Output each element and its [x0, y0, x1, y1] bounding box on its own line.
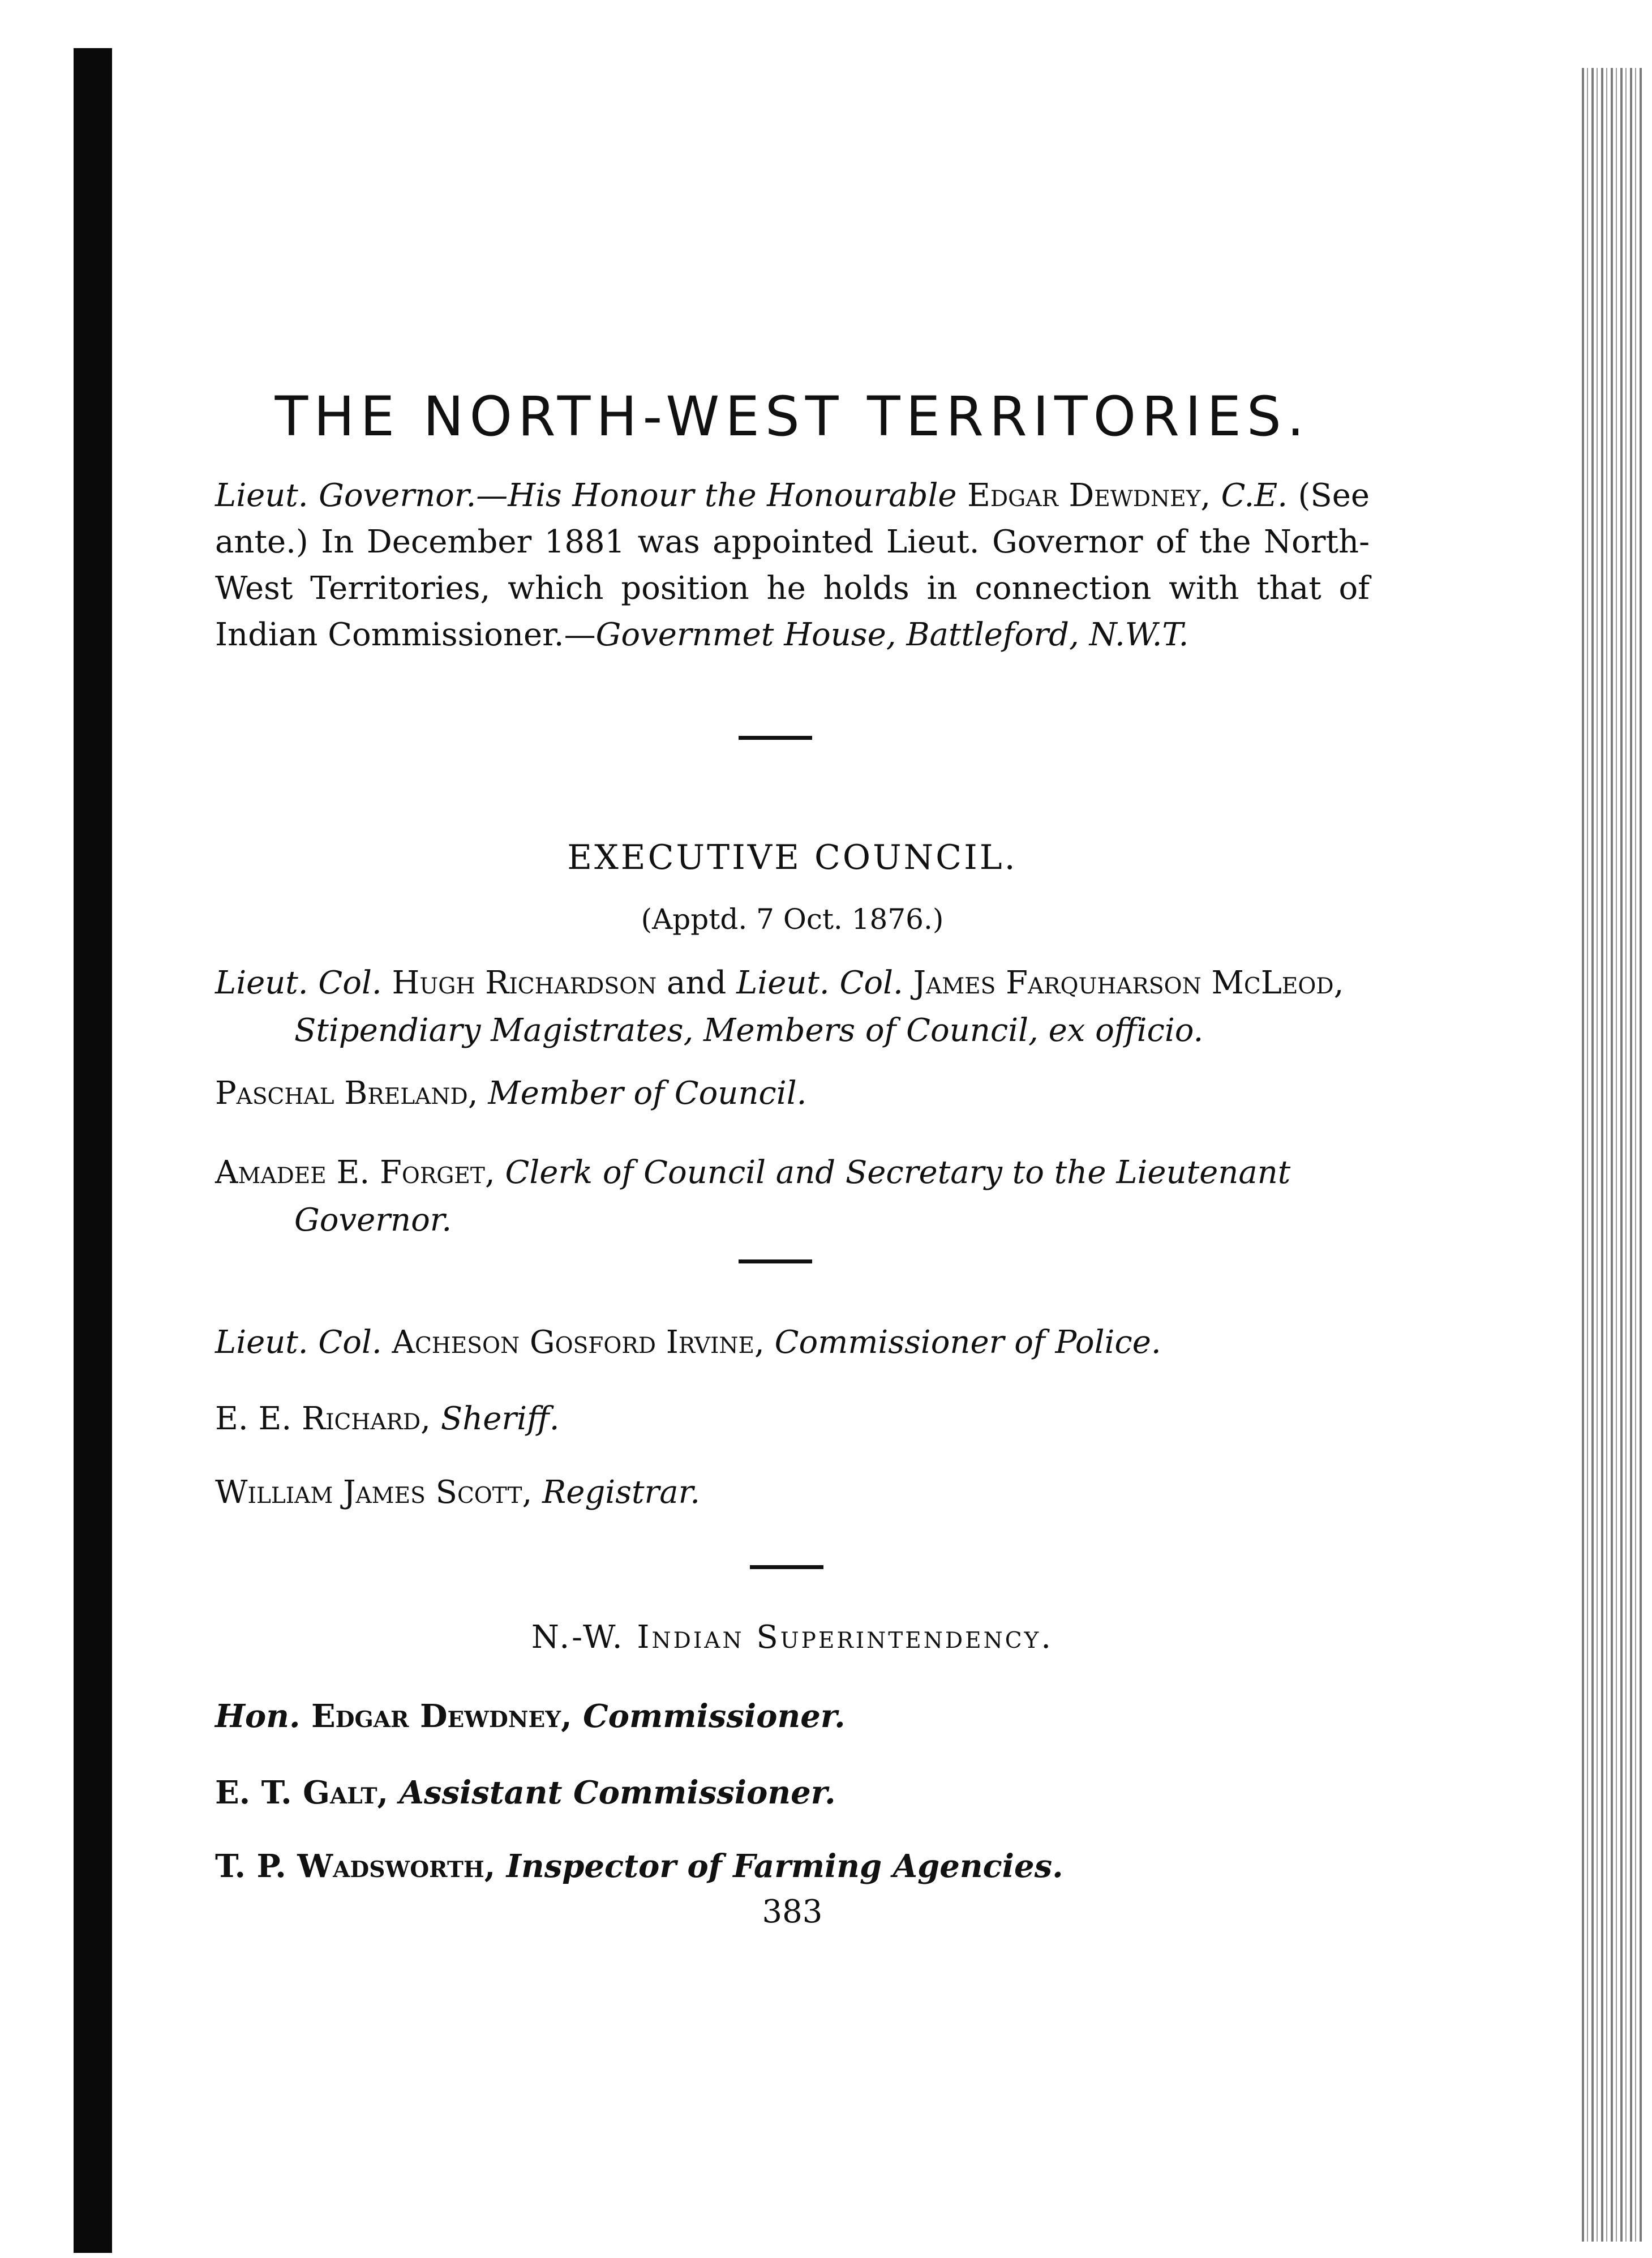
entry-role: Assistant Commissioner.: [399, 1774, 836, 1811]
indian-entry-3: [215, 1843, 1449, 1890]
governor-line: C.E.: [1221, 477, 1288, 514]
entry-name: William James Scott,: [215, 1474, 533, 1511]
executive-entry-1: [215, 959, 1449, 1055]
governor-address: Governmet House, Battleford, N.W.T.: [595, 616, 1189, 653]
entry-connector: and: [656, 965, 737, 1001]
entry-prefix: Hon.: [215, 1698, 301, 1735]
entry-name: Acheson Gosford Irvine,: [392, 1324, 765, 1361]
entry-role: Registrar.: [542, 1474, 701, 1511]
section-divider: [739, 1259, 812, 1263]
indian-heading: N.-W. Indian Superintendency.: [531, 1619, 1054, 1656]
page-title: THE NORTH-WEST TERRITORIES.: [274, 385, 1310, 448]
entry-name: Paschal Breland,: [215, 1075, 478, 1112]
entry-name: James Farquharson McLeod,: [913, 965, 1344, 1001]
indian-entry-1: [215, 1693, 1449, 1740]
entry-name: T. P. Wadsworth,: [215, 1848, 496, 1885]
officer-entry-1: [215, 1319, 1449, 1366]
executive-entry-3: [215, 1149, 1449, 1244]
entry-prefix: Lieut. Col.: [736, 965, 903, 1001]
section-divider: [750, 1565, 823, 1569]
entry-role: Stipendiary Magistrates, Members of Council, ex officio.: [294, 1012, 1204, 1049]
page-number: 383: [762, 1893, 823, 1930]
indian-entry-2: [215, 1769, 1449, 1816]
governor-text: (See ante.) In December 1881 was appointed Lieut. Governor of the North-West Territories, which position he holds in connection with that of Indian Commissioner.—: [215, 477, 1370, 653]
entry-role: Commissioner.: [583, 1698, 846, 1735]
governor-label: Lieut. Governor.—His Honour the Honourable: [215, 477, 957, 514]
entry-prefix: Lieut. Col.: [215, 965, 382, 1001]
governor-name: Edgar Dewdney,: [967, 477, 1211, 514]
officer-entry-2: [215, 1395, 1449, 1443]
officer-entry-3: [215, 1469, 1449, 1516]
entry-role: Clerk of Council and Secretary to the Lieutenant Governor.: [294, 1154, 1291, 1239]
entry-role: Member of Council.: [488, 1075, 807, 1112]
section-divider: [739, 736, 812, 740]
entry-role: Commissioner of Police.: [774, 1324, 1161, 1361]
binding-edge: [74, 48, 112, 2253]
executive-heading: EXECUTIVE COUNCIL.: [567, 838, 1018, 877]
entry-name: Edgar Dewdney,: [311, 1698, 572, 1735]
executive-date: (Apptd. 7 Oct. 1876.): [641, 903, 944, 936]
entry-role: Sheriff.: [440, 1400, 560, 1437]
entry-role: Inspector of Farming Agencies.: [506, 1848, 1063, 1885]
entry-name: E. T. Galt,: [215, 1774, 388, 1811]
executive-entry-2: [215, 1070, 1449, 1117]
entry-name: Amadee E. Forget,: [215, 1154, 495, 1191]
entry-name: E. E. Richard,: [215, 1400, 431, 1437]
entry-name: Hugh Richardson: [392, 965, 657, 1001]
page-edge-shadow: [1582, 68, 1644, 2242]
entry-prefix: Lieut. Col.: [215, 1324, 382, 1361]
governor-paragraph: [215, 473, 1370, 658]
document-page: [215, 0, 1370, 2258]
